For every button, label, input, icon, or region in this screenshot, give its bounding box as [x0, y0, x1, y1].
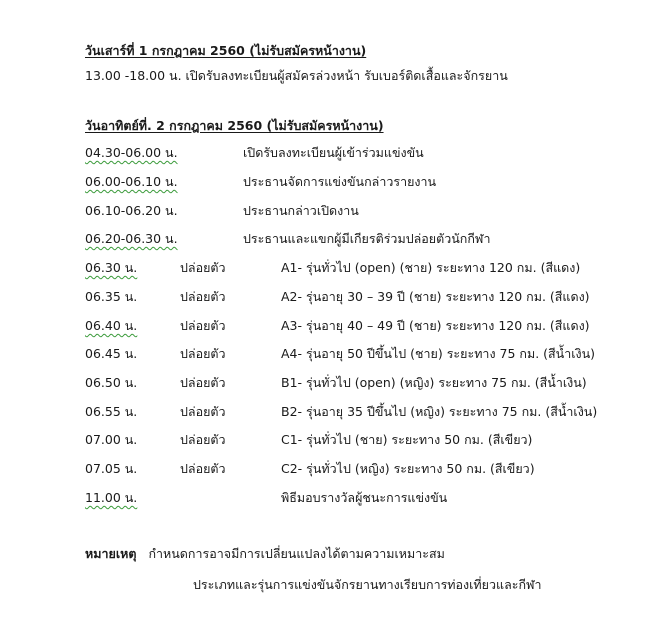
- start-row: [85, 373, 645, 391]
- schedule-row: [85, 172, 645, 190]
- schedule-row: [85, 229, 645, 247]
- start-time: 06.45 น.: [85, 346, 138, 361]
- start-category: C2- รุ่นทั่วไป (หญิง) ระยะทาง 50 กม. (สีเขียว): [281, 461, 535, 476]
- awards-activity: พิธีมอบรางวัลผู้ชนะการแข่งขัน: [281, 490, 448, 505]
- start-action: ปล่อยตัว: [180, 260, 226, 275]
- start-row: [85, 316, 645, 334]
- start-action: ปล่อยตัว: [180, 375, 226, 390]
- start-action: ปล่อยตัว: [180, 318, 226, 333]
- start-category: B2- รุ่นอายุ 35 ปีขึ้นไป (หญิง) ระยะทาง 75 กม. (สีน้ำเงิน): [281, 404, 598, 419]
- schedule-activity: ประธานและแขกผู้มีเกียรติร่วมปล่อยตัวนักกีฬา: [243, 231, 491, 246]
- footer-text: ประเภทและรุ่นการแข่งขันจักรยานทางเรียบการท่องเที่ยวและกีฬา: [193, 577, 542, 592]
- start-action: ปล่อยตัว: [180, 289, 226, 304]
- schedule-activity: ประธานกล่าวเปิดงาน: [243, 203, 359, 218]
- schedule-activity: เปิดรับลงทะเบียนผู้เข้าร่วมแข่งขัน: [243, 145, 424, 160]
- start-time: 06.40 น.: [85, 318, 138, 333]
- start-time: 06.35 น.: [85, 289, 138, 304]
- start-category: A1- รุ่นทั่วไป (open) (ชาย) ระยะทาง 120 กม. (สีแดง): [281, 260, 581, 275]
- start-row: [85, 459, 645, 477]
- start-row: [85, 430, 645, 448]
- start-row: [85, 344, 645, 362]
- start-category: A3- รุ่นอายุ 40 – 49 ปี (ชาย) ระยะทาง 120 กม. (สีแดง): [281, 318, 590, 333]
- schedule-activity: ประธานจัดการแข่งขันกล่าวรายงาน: [243, 174, 437, 189]
- schedule-time: 06.00-06.10 น.: [85, 174, 178, 189]
- note-label: หมายเหตุ: [85, 546, 137, 561]
- sunday-heading: วันอาทิตย์ที่. 2 กรกฎาคม 2560 (ไม่รับสมัครหน้างาน): [85, 118, 384, 133]
- schedule-row: [85, 143, 645, 161]
- schedule-time: 06.20-06.30 น.: [85, 231, 178, 246]
- awards-time: 11.00 น.: [85, 490, 138, 505]
- start-time: 06.55 น.: [85, 404, 138, 419]
- schedule-time: 04.30-06.00 น.: [85, 145, 178, 160]
- start-action: ปล่อยตัว: [180, 461, 226, 476]
- schedule-time: 06.10-06.20 น.: [85, 203, 178, 218]
- note-text: กำหนดการอาจมีการเปลี่ยนแปลงได้ตามความเหมาะสม: [148, 546, 445, 561]
- note-line: [85, 545, 445, 563]
- start-category: B1- รุ่นทั่วไป (open) (หญิง) ระยะทาง 75 กม. (สีน้ำเงิน): [281, 375, 587, 390]
- start-action: ปล่อยตัว: [180, 432, 226, 447]
- start-row: [85, 287, 645, 305]
- start-time: 06.50 น.: [85, 375, 138, 390]
- schedule-row: [85, 201, 645, 219]
- saturday-schedule-line: 13.00 -18.00 น. เปิดรับลงทะเบียนผู้สมัครล่วงหน้า รับเบอร์ติดเสื้อและจักรยาน: [85, 68, 508, 83]
- start-action: ปล่อยตัว: [180, 346, 226, 361]
- start-time: 07.00 น.: [85, 432, 138, 447]
- start-time: 07.05 น.: [85, 461, 138, 476]
- start-category: A2- รุ่นอายุ 30 – 39 ปี (ชาย) ระยะทาง 120 กม. (สีแดง): [281, 289, 590, 304]
- awards-row: [85, 488, 645, 506]
- start-action: ปล่อยตัว: [180, 404, 226, 419]
- start-row: [85, 402, 645, 420]
- start-time: 06.30 น.: [85, 260, 138, 275]
- start-category: A4- รุ่นอายุ 50 ปีขึ้นไป (ชาย) ระยะทาง 75 กม. (สีน้ำเงิน): [281, 346, 596, 361]
- saturday-heading: วันเสาร์ที่ 1 กรกฎาคม 2560 (ไม่รับสมัครหน้างาน): [85, 43, 367, 58]
- start-row: [85, 258, 645, 276]
- start-category: C1- รุ่นทั่วไป (ชาย) ระยะทาง 50 กม. (สีเขียว): [281, 432, 533, 447]
